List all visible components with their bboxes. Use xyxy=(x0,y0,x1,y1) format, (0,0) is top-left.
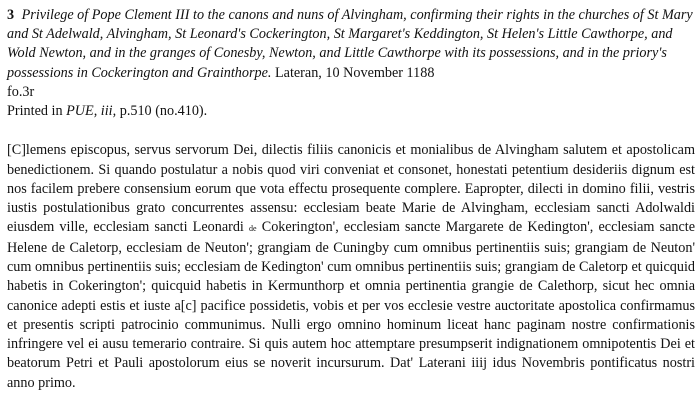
printed-in-work: PUE, iii, xyxy=(66,103,117,120)
charter-text-part-1: [C]lemens episcopus, servus servorum Dei, dilectis filiis canonicis et monialibus de Alvingham salutem et apostolicam benedictionem. Si quando postulatur a nobis quod viri conveniat et consonet, honestati petentium desideriis dignum est nos facilem prebere consensium eorum que vota effectu prosequente complere. Eapropter, dilecti in domino filii, vestris iustis postulationibus grato concurrentes assensu: ecclesiam beate Marie de Alvingham, ecclesiam sancti Adolwaldi eiusdem ville, ecclesiam sancti Leonardi xyxy=(7,142,695,236)
folio-reference: fo.3r xyxy=(7,83,35,100)
entry-summary: Privilege of Pope Clement III to the canons and nuns of Alvingham, confirming their rights in the churches of St Mary and St Adelwald, Alvingham, St Leonard's Cockerington, St Margaret's Keddington, St Helen's Little Cawthorpe, and Wold Newton, and in the granges of Conesby, Newton, and Little Cawthorpe with its possessions, and in the priory's possessions in Cockerington and Grainthorpe. xyxy=(7,7,693,81)
insertion-mark: de xyxy=(249,224,257,234)
entry-number: 3 xyxy=(7,7,15,23)
printed-in-suffix: p.510 (no.410). xyxy=(116,103,208,120)
charter-text xyxy=(7,141,695,393)
entry-place-date: Lateran, 10 November 1188 xyxy=(274,64,435,81)
printed-in-prefix: Printed in xyxy=(7,103,67,120)
entry-heading xyxy=(7,6,695,83)
document-page xyxy=(7,6,695,393)
charter-text-part-2: Cokerington', ecclesiam sancte Margarete de Kedington', ecclesiam sancte Helene de Caletorp, ecclesiam de Neuton'; grangiam de Cuningby cum omnibus pertinentiis suis; grangiam de Neuton' cum omnibus pertinentiis suis; ecclesiam de Kedington' cum omnibus pertinentiis suis; grangiam de Caletorp et quicquid habetis in Cokerington'; quicquid habetis in Kermunthorp et omnia pertinentia grangie de Calethorp, sicut hec omnia canonice adepti estis et iuste a[c] pacifice possidetis, vobis et per vos ecclesie vestre auctoritate apostolica confirmamus et presentis scripti patrocinio communimus. Nulli ergo omnino hominum liceat hanc paginam nostre confirmationis infringere vel ei ausu temerario contraire. Si quis autem hoc attemptare presumpserit indignationem omnipotentis Dei et beatorum Petri et Pauli apostolorum eius se noverit incursurum. Dat' Laterani iiij idus Novembris pontificatus nostri anno primo. xyxy=(7,219,695,391)
printed-in-reference xyxy=(7,102,695,121)
